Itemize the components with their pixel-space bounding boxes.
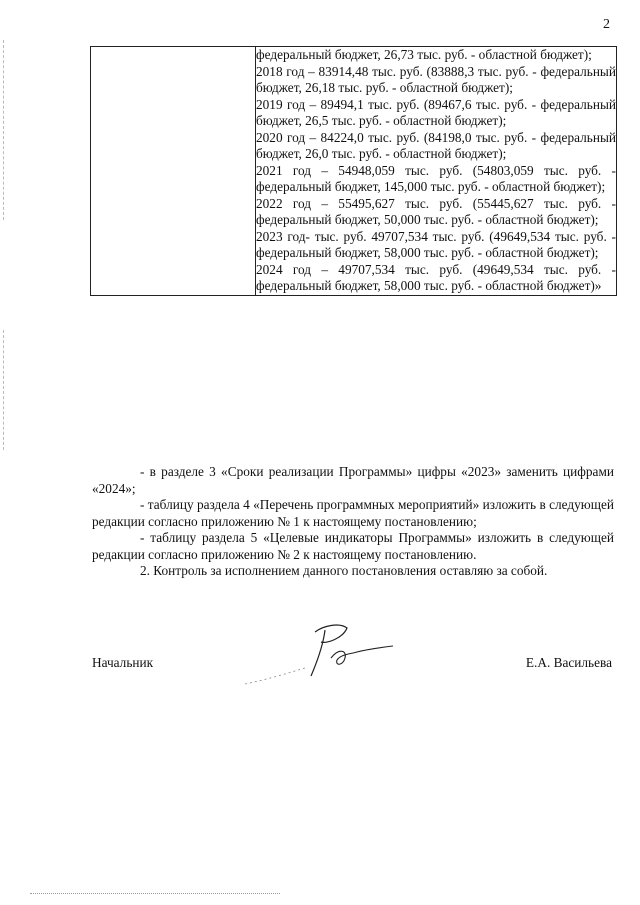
funding-line: федеральный бюджет, 26,73 тыс. руб. - областной бюджет);	[256, 47, 592, 62]
paragraph-section-3: - в разделе 3 «Сроки реализации Программы» цифры «2023» заменить цифрами «2024»;	[92, 464, 614, 496]
paragraph-section-4: - таблицу раздела 4 «Перечень программных мероприятий» изложить в следующей редакции согласно приложению № 1 к настоящему постановлению;	[92, 497, 614, 529]
funding-table-right-cell	[256, 47, 617, 296]
funding-line: 2020 год – 84224,0 тыс. руб. (84198,0 тыс. руб. - федеральный бюджет, 26,0 тыс. руб. - областной бюджет);	[256, 129, 616, 161]
funding-table	[90, 46, 617, 296]
amendment-paragraphs	[92, 464, 614, 580]
signatory-name: Е.А. Васильева	[525, 655, 612, 670]
left-margin-mark	[3, 330, 4, 450]
funding-line: 2021 год – 54948,059 тыс. руб. (54803,059 тыс. руб. - федеральный бюджет, 145,000 тыс. руб. - областной бюджет);	[256, 162, 616, 194]
paragraph-control: 2. Контроль за исполнением данного постановления оставляю за собой.	[140, 563, 548, 578]
funding-line: 2019 год – 89494,1 тыс. руб. (89467,6 тыс. руб. - федеральный бюджет, 26,5 тыс. руб. - областной бюджет);	[256, 96, 616, 128]
left-margin-mark	[3, 40, 4, 220]
paragraph-section-5: - таблицу раздела 5 «Целевые индикаторы Программы» изложить в следующей редакции согласно приложению № 2 к настоящему постановлению.	[92, 530, 614, 562]
funding-table-left-cell	[91, 47, 256, 296]
funding-line: 2018 год – 83914,48 тыс. руб. (83888,3 тыс. руб. - федеральный бюджет, 26,18 тыс. руб. - областной бюджет);	[256, 63, 616, 95]
handwritten-signature	[235, 618, 405, 688]
funding-line: 2024 год – 49707,534 тыс. руб. (49649,534 тыс. руб. - федеральный бюджет, 58,000 тыс. руб. - областной бюджет)»	[256, 261, 616, 293]
page-number: 2	[603, 17, 610, 32]
bottom-dotted-rule	[30, 893, 280, 894]
funding-line: 2022 год – 55495,627 тыс. руб. (55445,627 тыс. руб. - федеральный бюджет, 50,000 тыс. руб. - областной бюджет);	[256, 195, 616, 227]
signatory-title: Начальник	[92, 655, 154, 670]
funding-line: 2023 год- тыс. руб. 49707,534 тыс. руб. (49649,534 тыс. руб. - федеральный бюджет, 58,000 тыс. руб. - областной бюджет);	[256, 228, 616, 260]
